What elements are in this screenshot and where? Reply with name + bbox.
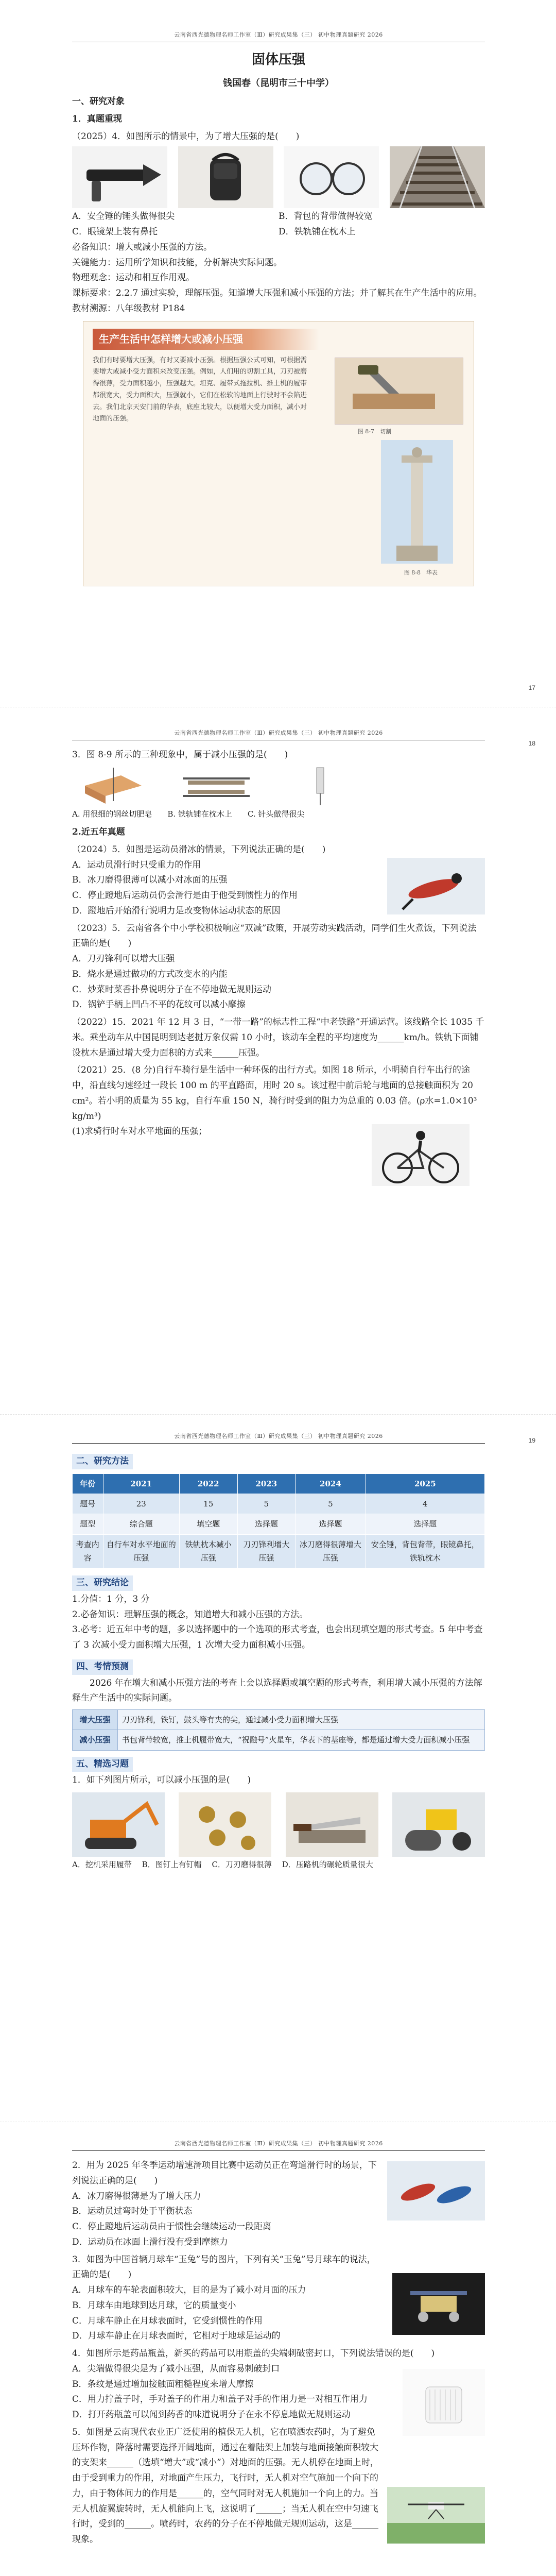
practice-question-2: 2．用为 2025 年冬季运动增速滑项目比赛中运动员正在弯道滑行时的场景，下列说法正确的是( ) — [72, 2160, 377, 2186]
practice-question-5: 5．如图是云南现代农业正广泛使用的植保无人机，它在喷洒农药时，为了避免压坏作物，降落时需要选择开阔地面，通过在着陆架上加装与地面接触面积较大的支架来______（选填“增大”或“减小”）对地面的压强。无人机停在地面上时，由于受到重力的作用，对地面产生压力，飞行时，无人机对空气施加一个向下的力，由于物体间力的作用是______的，空气同时对无人机施加一个向上的力。当无人机旋翼旋转时，无人机能向上飞，这说明了______；当无人机在空中匀速飞行时，受到的______。喷药时，农药的分子在不停地做无规则运动，这是______现象。 — [72, 2427, 379, 2545]
cutting-figure-caption: 图 8-7 切割 — [357, 428, 391, 435]
table-header: 2025 — [366, 1473, 484, 1494]
running-header: 云南省西光德物理名师工作室（Ⅲ）研究成果集（三） 初中物理真题研究 2026 — [72, 1431, 485, 1444]
page-3 — [0, 1415, 556, 2122]
table-cell: 5 — [296, 1494, 366, 1514]
conclusion-knowledge: 2.必备知识：理解压强的概念，知道增大和减小压强的方法。 — [72, 1609, 308, 1620]
practice-3-option-c: C．月球车静止在月球表面时，它受到惯性的作用 — [72, 2315, 263, 2326]
question-2024-option-b: B．冰刀磨得很薄可以减小对冰面的压强 — [72, 875, 228, 886]
conclusion-score: 1.分值：1 分，3 分 — [72, 1594, 150, 1604]
section-research-method: 二、研究方法 — [72, 1454, 133, 1469]
practice-1-option-b: B．图钉上有钉帽 — [142, 1860, 202, 1869]
cutting-figure — [335, 358, 463, 425]
table-header: 年份 — [73, 1473, 103, 1494]
practice-1-images — [72, 1792, 485, 1857]
road-roller-image — [392, 1792, 485, 1857]
safety-hammer-image — [72, 146, 167, 208]
option-d: D．铁轨铺在枕木上 — [279, 227, 356, 237]
forecast-key: 增大压强 — [73, 1710, 118, 1730]
question-2024-stem: （2024）5．如图是运动员滑冰的情景，下列说法正确的是( ) — [72, 844, 326, 855]
table-cell: 铁轨枕木减小压强 — [179, 1534, 237, 1568]
table-row — [73, 1514, 485, 1534]
page-title: 固体压强 — [251, 52, 305, 67]
excavator-image — [72, 1792, 165, 1857]
practice-1-option-a: A．挖机采用履带 — [72, 1860, 132, 1869]
table-header: 2023 — [237, 1473, 296, 1494]
conclusion-frequency: 3.必考：近五年中考的题，多以选择题中的一个选项的形式考查，也会出现填空题的形式考查。5 年中考查了 3 次减小受力面积增大压强，1 次增大受力面积减小压强。 — [72, 1624, 483, 1650]
table-cell: 选择题 — [296, 1514, 366, 1534]
question-2024-body — [72, 858, 485, 919]
question-2022: （2022）15．2021 年 12 月 3 日，“一带一路”的标志性工程“中老铁路”开通运营。该线路全长 1035 千米。乘坐动车从中国昆明到达老挝万象仅需 10 小时，该动车全程的平均速度为______km/h。铁轨下面铺设枕木是通过增大受力面积的方式来______压强。 — [72, 1017, 484, 1058]
author-line: 钱国春（昆明市三十中学） — [223, 77, 334, 89]
curriculum-standard: 课标要求：2.2.7 通过实验，理解压强。知道增大压强和减小压强的方法；并了解其在生产生活中的应用。 — [72, 288, 482, 298]
forecast-value: 书包背带较宽，推土机履带宽大，“祝融号”火星车，华表下的基座等，都是通过增大受力面积减小压强 — [118, 1730, 485, 1750]
huabiao-figure — [381, 440, 453, 564]
option-a: A．安全锤的锤头做得很尖 — [72, 211, 175, 222]
table-row — [73, 1494, 485, 1514]
subsection-five-year: 2.近五年真题 — [72, 827, 125, 837]
page-number: 17 — [528, 684, 535, 691]
textbook-figure-labels — [72, 807, 485, 821]
option-b: B．背包的背带做得较宽 — [279, 211, 373, 222]
page-number: 18 — [528, 740, 535, 747]
section-forecast: 四、考情预测 — [72, 1659, 133, 1675]
table-cell: 5 — [237, 1494, 296, 1514]
table-cell: 15 — [179, 1494, 237, 1514]
practice-2-option-d: D．运动员在冰面上滑行没有受到摩擦力 — [72, 2236, 228, 2247]
table-row — [73, 1710, 485, 1730]
question-2025-options — [72, 209, 485, 240]
question-2021: （2021）25．(8 分)自行车骑行是生活中一种环保的出行方式。如图 18 所示，小明骑自行车出行的途中，沿直线匀速经过一段长 100 m 的平直路面，用时 20 s。该过程中前后轮与地面的总接触面积为 20 cm²。若小明的质量为 55 kg，自行车重 150 N，骑行时受到的阻力为总重的 0.03 倍。(ρ水=1.0×10³ kg/m³) — [72, 1065, 477, 1122]
option-c: C．眼镜架上装有鼻托 — [72, 227, 158, 237]
question-2024-option-c: C．停止蹬地后运动员仍会滑行是由于他受到惯性力的作用 — [72, 890, 298, 901]
running-header: 云南省西光德物理名师工作室（Ⅲ）研究成果集（三） 初中物理真题研究 2026 — [72, 30, 485, 42]
practice-1-option-c: C．刀刃磨得很薄 — [212, 1860, 272, 1869]
question-2024-option-a: A．运动员滑行时只受重力的作用 — [72, 859, 201, 870]
wire-cut-soap-image — [72, 765, 154, 806]
table-cell: 选择题 — [237, 1514, 296, 1534]
section-research-conclusion: 三、研究结论 — [72, 1575, 133, 1591]
practice-4-option-a: A．尖端做得很尖是为了减小压强，从而容易刺破封口 — [72, 2363, 280, 2374]
textbook-excerpt-text: 我们有时要增大压强，有时又要减小压强。根据压强公式可知，可根据需要增大或减小受力面积来改变压强。例如，人们用的切割工具，刀刃被磨得很薄，受力面积越小，压强越大。坦克、履带式拖拉机、推土机的履带都很宽大，受力面积大，压强就小，它们在松软的地面上行驶时不会陷进去。我们北京天安门前的华表，底座比较大，以便增大受力面积，减小对地面的压强。 — [93, 356, 307, 423]
table-row — [73, 1534, 485, 1568]
practice-5 — [72, 2425, 485, 2548]
yutu-rover-image — [392, 2273, 485, 2335]
figure-label-c: C. 针头做得很尖 — [247, 809, 305, 819]
practice-question-3: 3．如图为中国首辆月球车“玉兔”号的图片，下列有关“玉兔”号月球车的说法，正确的是( ) — [72, 2254, 376, 2280]
question-2025-images — [72, 146, 485, 208]
physics-concept: 物理观念：运动和相互作用观。 — [72, 273, 195, 283]
table-cell: 自行车对水平地面的压强 — [103, 1534, 179, 1568]
huabiao-figure-caption: 图 8-8 华表 — [404, 569, 438, 576]
running-header: 云南省西光德物理名师工作室（Ⅲ）研究成果集（三） 初中物理真题研究 2026 — [72, 728, 485, 740]
needle-tip-image — [278, 765, 360, 806]
table-cell: 4 — [366, 1494, 484, 1514]
question-2023-option-a: A．刀刃锋利可以增大压强 — [72, 954, 175, 964]
question-2023-option-c: C．炒菜时菜香扑鼻说明分子在不停地做无规则运动 — [72, 984, 272, 995]
table-row — [73, 1730, 485, 1750]
textbook-figure-question: 3．图 8-9 所示的三种现象中，属于减小压强的是( ) — [72, 750, 288, 760]
table-cell: 题型 — [73, 1514, 103, 1534]
exam-table — [72, 1473, 485, 1568]
practice-2-option-a: A．冰刀磨得很薄是为了增大压力 — [72, 2191, 201, 2201]
railway-sleepers-image — [390, 146, 485, 208]
practice-2 — [72, 2158, 485, 2250]
practice-3-option-d: D．月球车静止在月球表面时，它相对于地球是运动的 — [72, 2331, 281, 2342]
bicycle-image — [372, 1124, 470, 1186]
practice-1-options — [72, 1858, 485, 1871]
speed-skater-image — [387, 858, 485, 914]
practice-question-1: 1．如下列图片所示，可以减小压强的是( ) — [72, 1775, 251, 1786]
textbook-source: 教材溯源：八年级教材 P184 — [72, 303, 185, 314]
question-2025-stem: （2025）4．如图所示的情景中，为了增大压强的是( ) — [72, 131, 300, 142]
practice-3-option-a: A．月球车的车轮表面积较大，目的是为了减小对月面的压力 — [72, 2285, 306, 2295]
table-cell: 选择题 — [366, 1514, 484, 1534]
table-cell: 题号 — [73, 1494, 103, 1514]
practice-4 — [72, 2346, 485, 2423]
practice-2-option-b: B．运动员过弯时处于平衡状态 — [72, 2206, 193, 2217]
question-2024-option-d: D．蹬地后开始滑行说明力是改变物体运动状态的原因 — [72, 905, 281, 916]
page-number: 19 — [528, 1437, 535, 1444]
practice-4-option-b: B．条纹是通过增加接触面粗糙程度来增大摩擦 — [72, 2379, 254, 2389]
practice-1-option-d: D．压路机的碾轮质量很大 — [282, 1860, 373, 1869]
question-2023-option-d: D．锅铲手柄上凹凸不平的花纹可以减小摩擦 — [72, 999, 246, 1010]
question-2021-body — [72, 1124, 485, 1191]
page-1 — [0, 0, 556, 707]
required-knowledge: 必备知识：增大或减小压强的方法。 — [72, 242, 212, 252]
table-cell: 23 — [103, 1494, 179, 1514]
forecast-key: 减小压强 — [73, 1730, 118, 1750]
glasses-image — [284, 146, 379, 208]
page-4 — [0, 2122, 556, 2576]
table-cell: 填空题 — [179, 1514, 237, 1534]
table-cell: 安全锤，背包背带，眼镜鼻托，铁轨枕木 — [366, 1534, 484, 1568]
table-header: 2024 — [296, 1473, 366, 1494]
figure-label-b: B. 铁轨铺在枕木上 — [167, 809, 232, 819]
sharpening-knife-image — [286, 1792, 378, 1857]
practice-3 — [72, 2252, 485, 2345]
section-practice: 五、精选习题 — [72, 1757, 133, 1772]
table-cell: 刀刃锋利增大压强 — [237, 1534, 296, 1568]
figure-label-a: A. 用很细的钢丝切肥皂 — [72, 809, 152, 819]
question-2023-stem: （2023）5．云南省各个中小学校积极响应“双减”政策，开展劳动实践活动，同学们生火煮饭，下列说法正确的是( ) — [72, 923, 477, 949]
textbook-excerpt — [83, 321, 474, 586]
rail-sleeper-image — [175, 765, 257, 806]
textbook-figure-images — [72, 765, 485, 806]
page-2 — [0, 707, 556, 1415]
table-cell: 综合题 — [103, 1514, 179, 1534]
practice-4-option-c: C．用力拧盖子时，手对盖子的作用力和盖子对手的作用力是一对相互作用力 — [72, 2394, 368, 2405]
exam-table-header-row — [73, 1473, 485, 1494]
forecast-value: 刀刃锋利，铁钉，鼓头等有夹的尖，通过减小受力面积增大压强 — [118, 1710, 485, 1730]
table-header: 2022 — [179, 1473, 237, 1494]
thumbtack-image — [179, 1792, 271, 1857]
backpack-image — [178, 146, 273, 208]
forecast-table — [72, 1709, 485, 1751]
table-header: 2021 — [103, 1473, 179, 1494]
key-ability: 关键能力：运用所学知识和技能，分析解决实际问题。 — [72, 257, 282, 268]
table-cell: 考查内容 — [73, 1534, 103, 1568]
table-cell: 冰刀磨得很薄增大压强 — [296, 1534, 366, 1568]
practice-4-option-d: D．打开药瓶盖可以闻到药香的味道说明分子在永不停息地做无规则运动 — [72, 2410, 351, 2420]
practice-3-option-b: B．月球车由地球到达月球，它的质量变小 — [72, 2300, 236, 2311]
speed-skating-image — [387, 2161, 485, 2221]
forecast-text: 2026 年在增大和减小压强方法的考查上会以选择题或填空题的形式考查，利用增大减小压强的方法解释生产生活中的实际问题。 — [72, 1677, 482, 1704]
subsection-real-questions: 1．真题重现 — [72, 113, 122, 124]
textbook-excerpt-title: 生产生活中怎样增大或减小压强 — [93, 329, 319, 350]
drone-image — [387, 2487, 485, 2544]
question-2023-option-b: B．烧水是通过做功的方式改变水的内能 — [72, 969, 228, 979]
section-research-object: 一、研究对象 — [72, 96, 125, 107]
practice-2-option-c: C．停止蹬地后运动员由于惯性会继续运动一段距离 — [72, 2222, 272, 2232]
running-header: 云南省西光德物理名师工作室（Ⅲ）研究成果集（三） 初中物理真题研究 2026 — [72, 2139, 485, 2151]
question-2021-subquestion: (1)求骑行时车对水平地面的压强； — [72, 1126, 207, 1137]
practice-question-4: 4．如图所示是药品瓶盖，新买的药品可以用瓶盖的尖端刺破密封口，下列说法错误的是( ) — [72, 2348, 435, 2359]
